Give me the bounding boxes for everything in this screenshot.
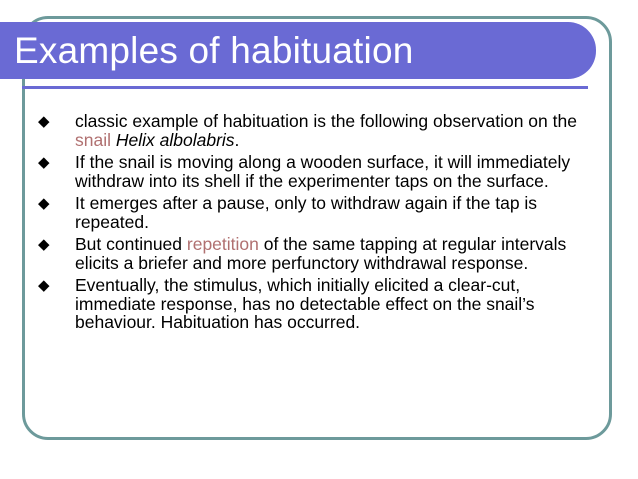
bullet-item: [36, 194, 596, 231]
diamond-bullet-icon: ◆: [38, 195, 50, 212]
highlighted-term-repetition: repetition: [186, 234, 259, 254]
bullet-text-segment: classic example of habituation is the following observation on the: [75, 111, 577, 131]
bullet-item: [36, 153, 596, 190]
highlighted-term-snail: snail: [75, 129, 111, 150]
diamond-bullet-icon: ◆: [38, 277, 50, 294]
bullet-list: [36, 112, 596, 336]
bullet-text-segment: But continued: [75, 234, 187, 254]
bullet-item: [36, 276, 596, 332]
diamond-bullet-icon: ◆: [38, 113, 50, 130]
bullet-text-segment: of the same tapping at regular intervals elicits a briefer and more perfunctory withdrawal response.: [75, 234, 567, 273]
bullet-item: [36, 112, 596, 149]
bullet-text-segment: Eventually, the stimulus, which initially elicited a clear-cut, immediate response, has no detectable effect on the snail’s behaviour. Habituation has occurred.: [75, 275, 535, 332]
bullet-text-segment: .: [234, 129, 240, 150]
bullet-item: [36, 235, 596, 272]
diamond-bullet-icon: ◆: [38, 154, 50, 171]
diamond-bullet-icon: ◆: [38, 236, 50, 253]
bullet-text-segment: It emerges after a pause, only to withdraw again if the tap is repeated.: [75, 193, 538, 232]
species-name: Helix albolabris: [115, 129, 235, 150]
bullet-text-segment: If the snail is moving along a wooden surface, it will immediately withdraw into its shell if the experimenter taps on the surface.: [75, 152, 571, 191]
slide-title: Examples of habituation: [14, 30, 414, 71]
title-underline: [22, 86, 588, 89]
